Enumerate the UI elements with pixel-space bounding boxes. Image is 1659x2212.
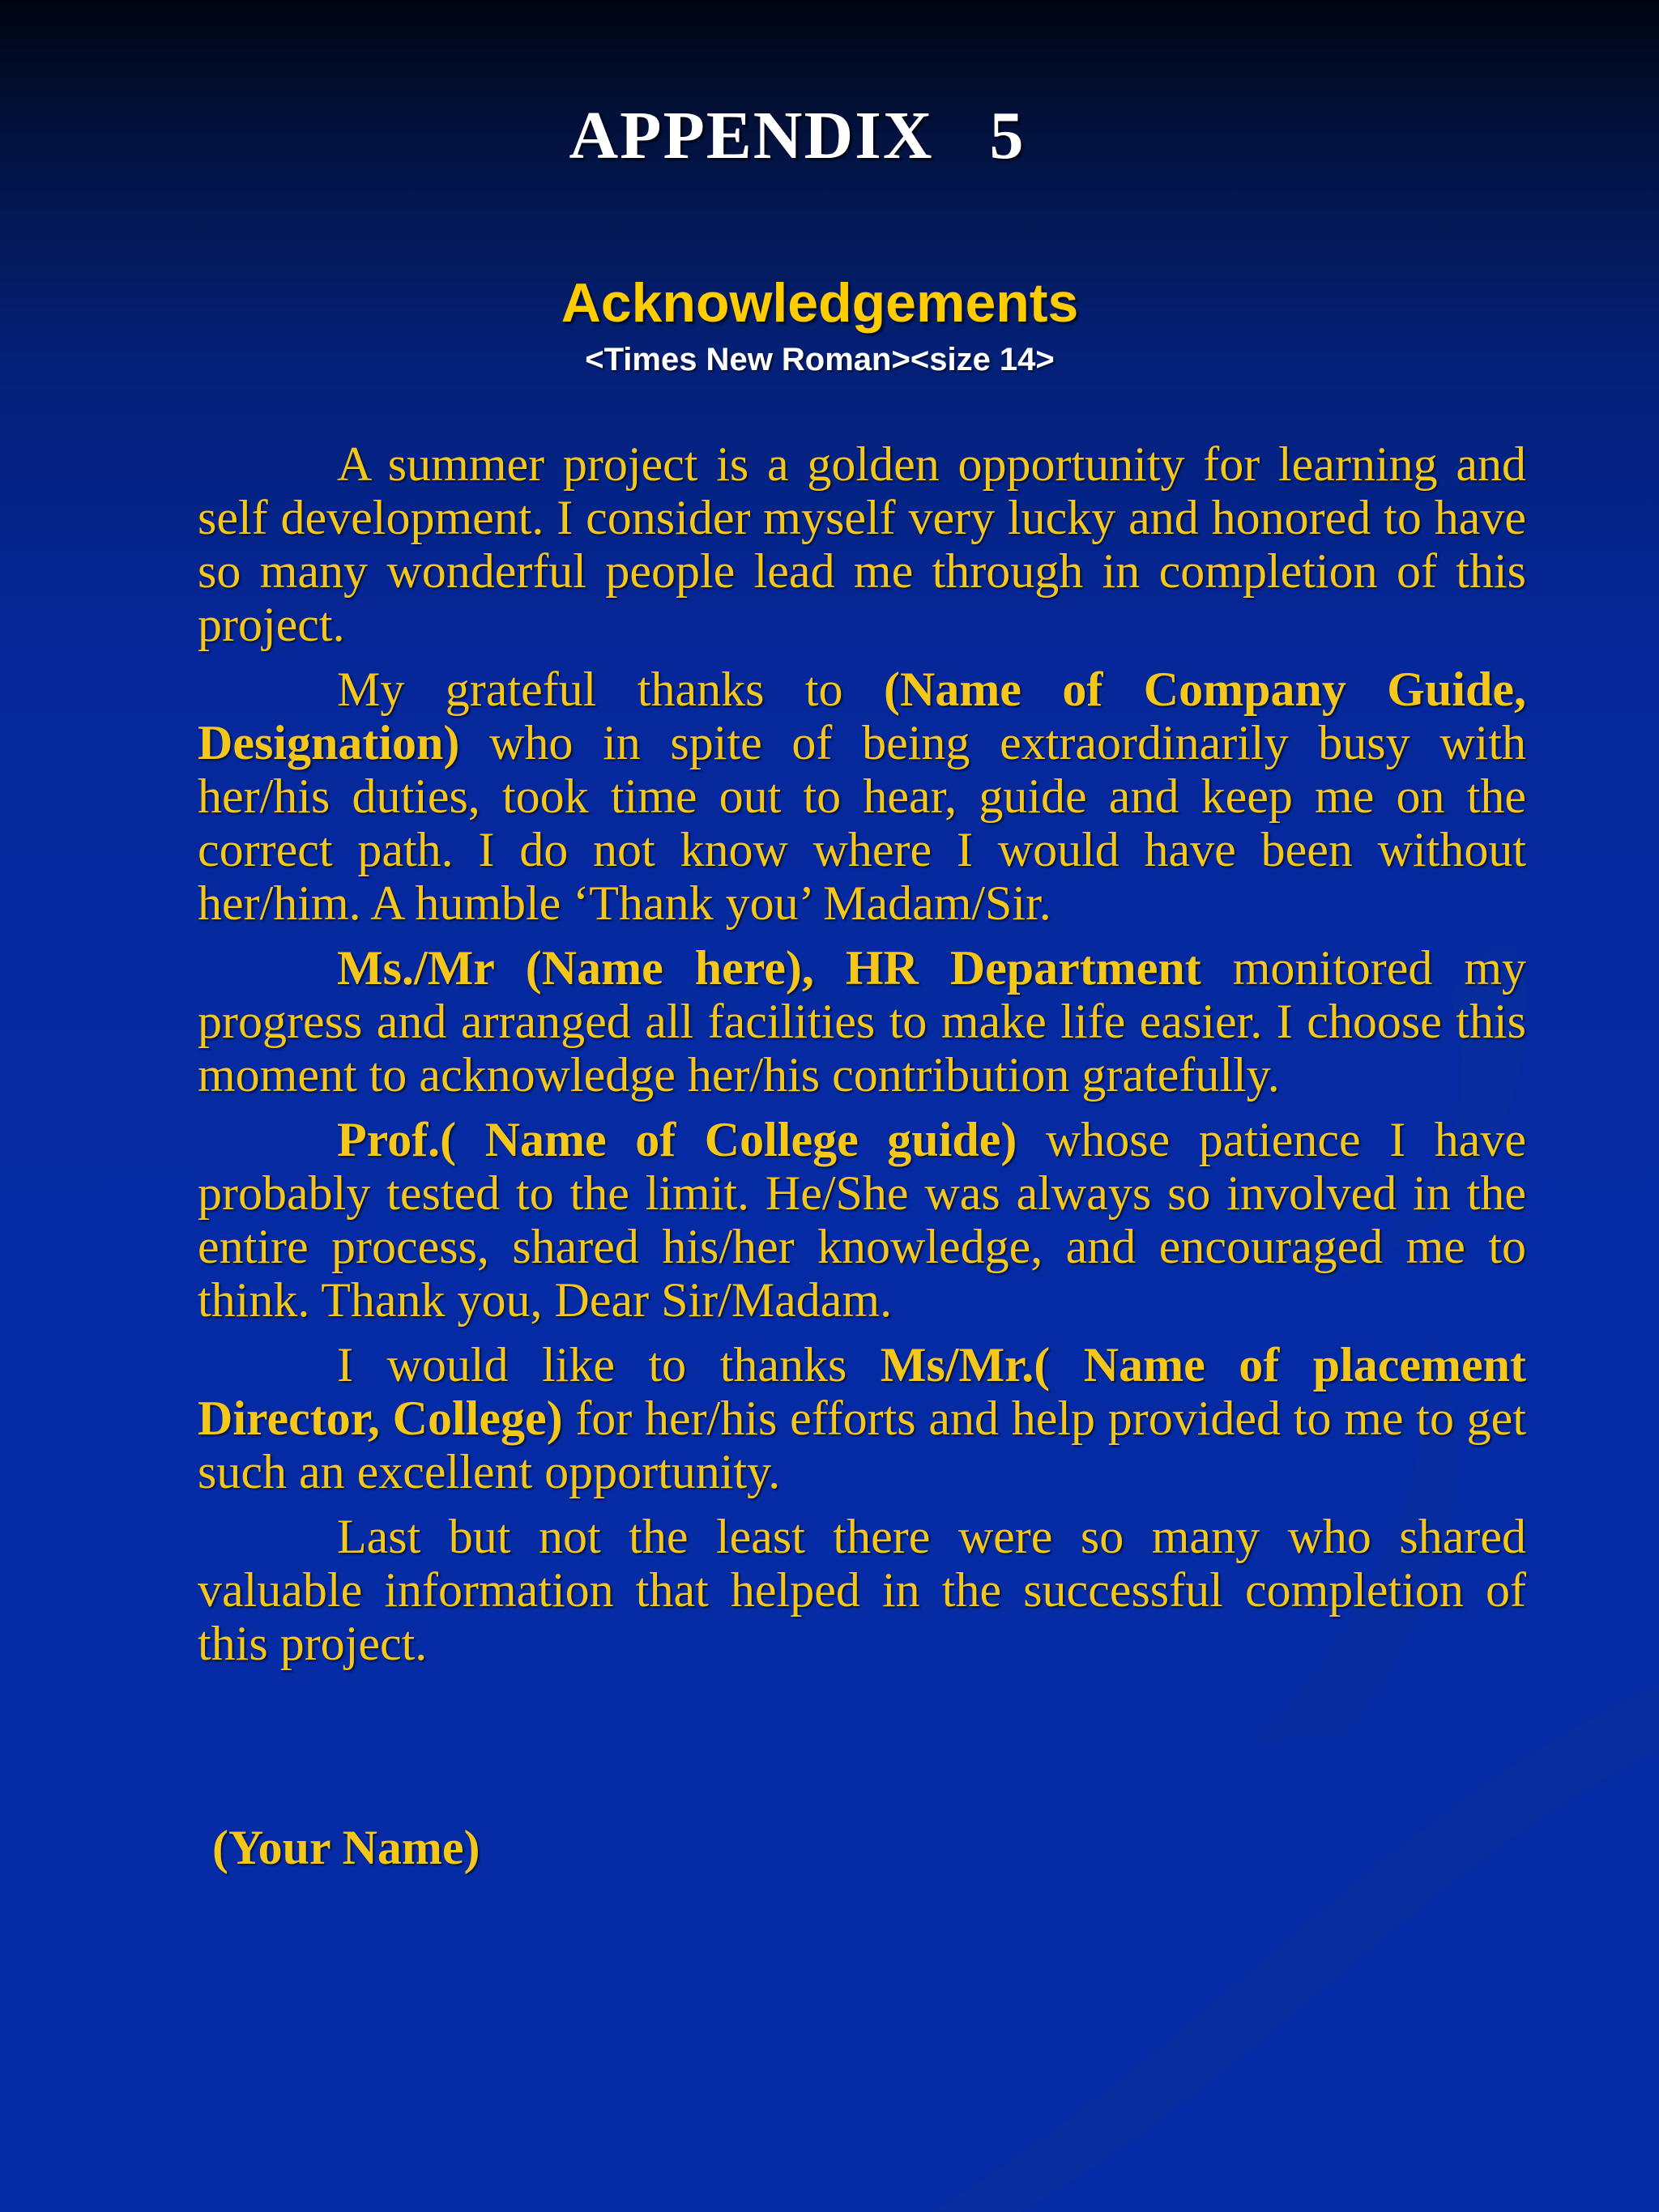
paragraph-closing [198,1510,1526,1670]
paragraph-company-guide [198,663,1526,930]
acknowledgements-heading: Acknowledgements [561,272,1079,334]
signature-name: (Your Name) [212,1821,480,1874]
paragraph-closing-text: Last but not the least there were so many who shared valuable information that helped in the successful completion of this project. [198,1510,1526,1670]
paragraph-college-guide [198,1113,1526,1327]
paragraph-hr [198,941,1526,1102]
paragraph-company-guide-pre: My grateful thanks to [337,663,885,716]
paragraph-placement-pre: I would like to thanks [337,1338,881,1392]
font-note: <Times New Roman><size 14> [585,342,1055,377]
acknowledgement-body [198,437,1526,1681]
hr-name: Ms./Mr (Name here), HR Department [337,941,1201,995]
paragraph-college-guide-post: whose patience I have probably tested to the limit. He/She was always so involved in the entire process, shared his/her knowledge, and encouraged me to think. Thank you, Dear Sir/Madam. [198,1113,1527,1327]
college-guide-name: Prof.( Name of College guide) [337,1113,1017,1166]
paragraph-hr-post: monitored my progress and arranged all facilities to make life easier. I choose this moment to acknowledge her/his contribution gratefully. [198,941,1527,1102]
paragraph-placement-post: for her/his efforts and help provided to me to get such an excellent opportunity. [198,1392,1526,1498]
paragraph-intro [198,437,1526,651]
appendix-title: APPENDIX 5 [569,98,1026,173]
paragraph-company-guide-post: who in spite of being extraordinarily busy with her/his duties, took time out to hear, guide and keep me on the correct path. I do not know where I would have been without her/him. A humble ‘Thank you’ Madam/Sir. [198,716,1526,930]
company-guide-name: (Name of Company Guide, Designation) [198,663,1527,769]
paragraph-placement-director [198,1338,1526,1498]
paragraph-intro-text: A summer project is a golden opportunity for learning and self development. I consider myself very lucky and honored to have so many wonderful people lead me through in completion of this project. [198,437,1526,651]
placement-director-name: Ms/Mr.( Name of placement Director, College) [198,1338,1526,1445]
